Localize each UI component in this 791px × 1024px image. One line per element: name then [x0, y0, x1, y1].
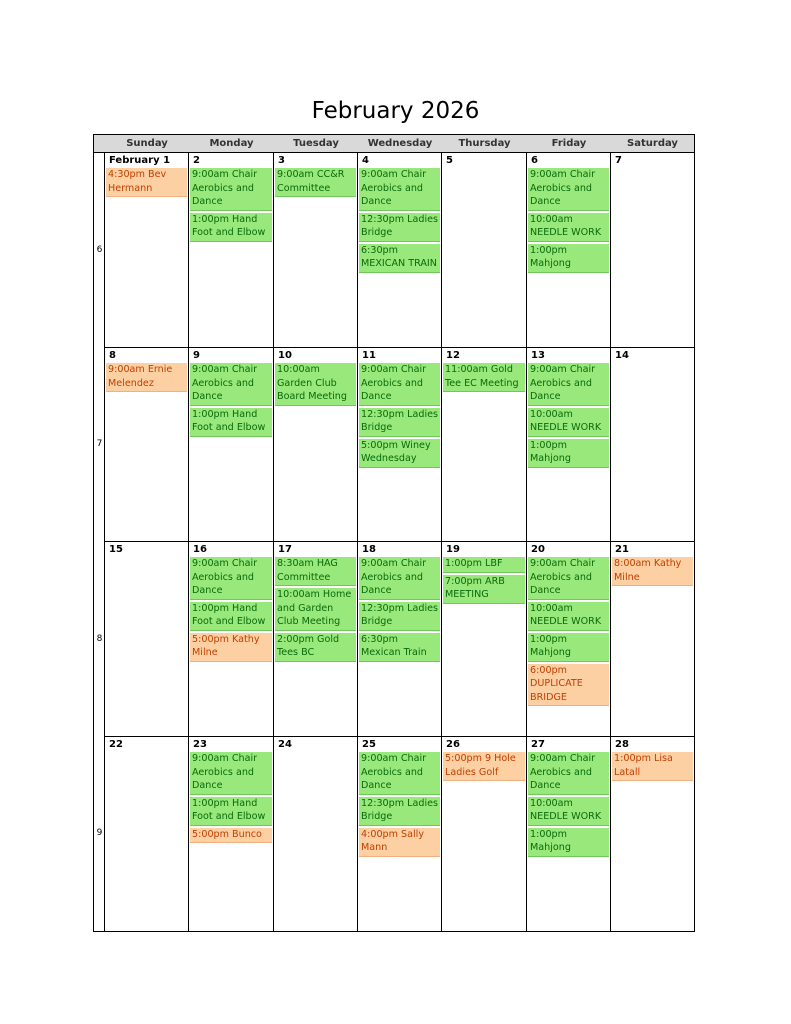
day-cell[interactable] [442, 542, 527, 737]
week-number: 7 [96, 439, 103, 449]
event-list [275, 168, 356, 199]
calendar-event[interactable]: 1:00pm Hand Foot and Elbow [190, 797, 272, 826]
calendar-event[interactable]: 12:30pm Ladies Bridge [359, 213, 440, 242]
event-list [190, 168, 272, 244]
calendar-event[interactable]: 10:00am Garden Club Board Meeting [275, 363, 356, 406]
event-list [359, 168, 440, 275]
calendar-event[interactable]: 9:00am Chair Aerobics and Dance [528, 168, 609, 211]
date-number: 13 [531, 350, 545, 361]
date-number: 19 [446, 544, 460, 555]
event-list [443, 752, 525, 783]
calendar-event[interactable]: 12:30pm Ladies Bridge [359, 797, 440, 826]
date-number: 18 [362, 544, 376, 555]
calendar-event[interactable]: 10:00am Home and Garden Club Meeting [275, 588, 356, 631]
date-number: 22 [109, 739, 123, 750]
event-list [359, 363, 440, 470]
day-cell[interactable] [527, 348, 611, 542]
date-number: February 1 [109, 155, 171, 166]
calendar-event[interactable]: 6:30pm Mexican Train [359, 633, 440, 662]
event-list [443, 557, 525, 606]
day-cell[interactable] [105, 542, 189, 737]
calendar-event[interactable]: 9:00am CC&R Committee [275, 168, 356, 197]
calendar-event[interactable]: 1:00pm Hand Foot and Elbow [190, 213, 272, 242]
day-name-tuesday: Tuesday [293, 138, 339, 149]
date-number: 5 [446, 155, 453, 166]
day-cell[interactable] [274, 737, 358, 931]
calendar-event[interactable]: 5:00pm Winey Wednesday [359, 439, 440, 468]
date-number: 27 [531, 739, 545, 750]
day-cell[interactable] [527, 737, 611, 931]
calendar-event[interactable]: 9:00am Chair Aerobics and Dance [528, 557, 609, 600]
date-number: 25 [362, 739, 376, 750]
day-cell[interactable] [611, 153, 694, 348]
date-number: 21 [615, 544, 629, 555]
event-list [528, 752, 609, 859]
calendar-event[interactable]: 9:00am Chair Aerobics and Dance [190, 752, 272, 795]
day-header-row [94, 135, 694, 153]
calendar-event[interactable]: 8:30am HAG Committee [275, 557, 356, 586]
calendar-event[interactable]: 12:30pm Ladies Bridge [359, 602, 440, 631]
date-number: 9 [193, 350, 200, 361]
day-cell[interactable] [189, 542, 274, 737]
calendar-event[interactable]: 9:00am Chair Aerobics and Dance [190, 363, 272, 406]
date-number: 8 [109, 350, 116, 361]
page-title: February 2026 [311, 98, 480, 124]
event-list [359, 557, 440, 664]
event-list [612, 752, 693, 783]
calendar-event[interactable]: 1:00pm Hand Foot and Elbow [190, 602, 272, 631]
event-list [190, 557, 272, 664]
event-list [106, 168, 187, 199]
calendar-event[interactable]: 10:00am NEEDLE WORK [528, 797, 609, 826]
event-list [190, 752, 272, 845]
day-name-wednesday: Wednesday [367, 138, 433, 149]
day-cell[interactable] [189, 153, 274, 348]
calendar-grid [93, 134, 695, 932]
event-list [528, 557, 609, 708]
calendar-event[interactable]: 9:00am Chair Aerobics and Dance [190, 557, 272, 600]
event-list [106, 363, 187, 394]
day-cell[interactable] [358, 542, 442, 737]
calendar-event[interactable]: 9:00am Chair Aerobics and Dance [359, 363, 440, 406]
calendar-event[interactable]: 9:00am Chair Aerobics and Dance [528, 363, 609, 406]
date-number: 3 [278, 155, 285, 166]
calendar-event[interactable]: 1:00pm Hand Foot and Elbow [190, 408, 272, 437]
day-cell[interactable] [527, 542, 611, 737]
date-number: 20 [531, 544, 545, 555]
date-number: 24 [278, 739, 292, 750]
calendar-event[interactable]: 1:00pm Mahjong [528, 244, 609, 273]
date-number: 11 [362, 350, 376, 361]
calendar-event[interactable]: 1:00pm Lisa Latall [612, 752, 693, 781]
calendar-event[interactable]: 12:30pm Ladies Bridge [359, 408, 440, 437]
day-cell[interactable] [611, 737, 694, 931]
calendar-event[interactable]: 2:00pm Gold Tees BC [275, 633, 356, 662]
day-cell[interactable] [442, 348, 527, 542]
day-cell[interactable] [105, 348, 189, 542]
day-name-friday: Friday [551, 138, 587, 149]
calendar-event[interactable]: 6:00pm DUPLICATE BRIDGE [528, 664, 609, 707]
calendar-event[interactable]: 4:00pm Sally Mann [359, 828, 440, 857]
event-list [528, 363, 609, 470]
event-list [359, 752, 440, 859]
calendar-event[interactable]: 9:00am Chair Aerobics and Dance [359, 168, 440, 211]
calendar-event[interactable]: 5:00pm Kathy Milne [190, 633, 272, 662]
calendar-event[interactable]: 5:00pm Bunco [190, 828, 272, 844]
calendar-event[interactable]: 9:00am Chair Aerobics and Dance [359, 557, 440, 600]
day-name-monday: Monday [209, 138, 254, 149]
event-list [190, 363, 272, 439]
day-cell[interactable] [611, 542, 694, 737]
day-name-thursday: Thursday [458, 138, 511, 149]
day-cell[interactable] [358, 737, 442, 931]
calendar-event[interactable]: 10:00am NEEDLE WORK [528, 213, 609, 242]
calendar-event[interactable]: 10:00am NEEDLE WORK [528, 602, 609, 631]
date-number: 17 [278, 544, 292, 555]
day-cell[interactable] [527, 153, 611, 348]
date-number: 2 [193, 155, 200, 166]
day-cell[interactable] [611, 348, 694, 542]
calendar-event[interactable]: 10:00am NEEDLE WORK [528, 408, 609, 437]
week-number: 9 [96, 828, 103, 838]
day-cell[interactable] [274, 348, 358, 542]
calendar-event[interactable]: 5:00pm 9 Hole Ladies Golf [443, 752, 525, 781]
day-cell[interactable] [105, 737, 189, 931]
event-list [612, 557, 693, 588]
week-number: 8 [96, 633, 103, 644]
week-number-column [94, 153, 105, 931]
date-number: 28 [615, 739, 629, 750]
calendar-event[interactable]: 4:30pm Bev Hermann [106, 168, 187, 197]
calendar-event[interactable]: 1:00pm Mahjong [528, 828, 609, 857]
day-name-sunday: Sunday [126, 138, 168, 149]
day-cell[interactable] [274, 153, 358, 348]
date-number: 14 [615, 350, 629, 361]
calendar-event[interactable]: 8:00am Kathy Milne [612, 557, 693, 586]
event-list [528, 168, 609, 275]
day-name-saturday: Saturday [627, 138, 678, 149]
calendar-event[interactable]: 9:00am Chair Aerobics and Dance [359, 752, 440, 795]
day-cell[interactable] [189, 737, 274, 931]
day-cell[interactable] [105, 153, 189, 348]
calendar-event[interactable]: 9:00am Chair Aerobics and Dance [528, 752, 609, 795]
calendar-event[interactable]: 9:00am Chair Aerobics and Dance [190, 168, 272, 211]
date-number: 26 [446, 739, 460, 750]
event-list [275, 363, 356, 408]
day-cell[interactable] [358, 153, 442, 348]
date-number: 6 [531, 155, 538, 166]
date-number: 4 [362, 155, 369, 166]
calendar-event[interactable]: 1:00pm Mahjong [528, 439, 609, 468]
week-number: 6 [96, 244, 103, 255]
calendar-event[interactable]: 6:30pm MEXICAN TRAIN [359, 244, 440, 273]
day-cell[interactable] [358, 348, 442, 542]
calendar-event[interactable]: 9:00am Ernie Melendez [106, 363, 187, 392]
event-list [275, 557, 356, 664]
day-cell[interactable] [274, 542, 358, 737]
calendar-event[interactable]: 1:00pm Mahjong [528, 633, 609, 662]
event-list [443, 363, 525, 394]
date-number: 15 [109, 544, 123, 555]
day-cell[interactable] [442, 737, 527, 931]
date-number: 16 [193, 544, 207, 555]
day-cell[interactable] [189, 348, 274, 542]
date-number: 23 [193, 739, 207, 750]
calendar-event[interactable]: 1:00pm LBF [443, 557, 525, 573]
day-cell[interactable] [442, 153, 527, 348]
date-number: 7 [615, 155, 622, 166]
date-number: 12 [446, 350, 460, 361]
date-number: 10 [278, 350, 292, 361]
calendar-event[interactable]: 7:00pm ARB MEETING [443, 575, 525, 604]
calendar-event[interactable]: 11:00am Gold Tee EC Meeting [443, 363, 525, 392]
